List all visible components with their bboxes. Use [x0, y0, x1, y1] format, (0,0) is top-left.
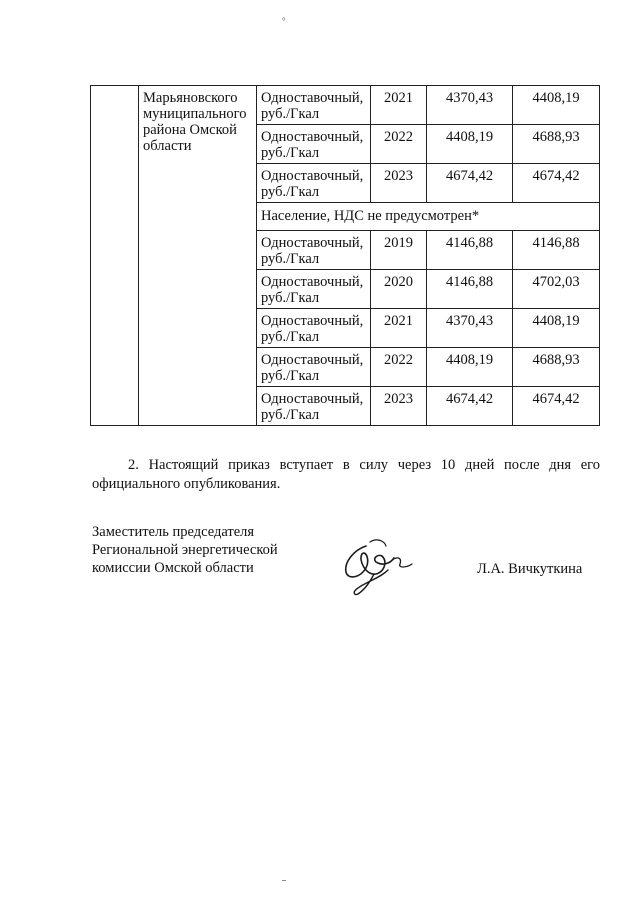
year-cell: 2021	[371, 309, 427, 348]
signatory-name: Л.А. Вичкуткина	[477, 561, 583, 577]
number-cell	[91, 86, 139, 426]
value-first-half-cell: 4674,42	[427, 164, 513, 203]
year-cell: 2023	[371, 164, 427, 203]
value-first-half-cell: 4370,43	[427, 309, 513, 348]
year-cell: 2019	[371, 231, 427, 270]
value-second-half-cell: 4688,93	[513, 348, 600, 387]
value-first-half-cell: 4408,19	[427, 348, 513, 387]
tariff-type-cell: Одноставочный, руб./Гкал	[257, 164, 371, 203]
region-cell: Марьяновского муниципального района Омской области	[139, 86, 257, 426]
value-second-half-cell: 4408,19	[513, 86, 600, 125]
handwritten-signature	[336, 528, 420, 598]
table-row	[91, 86, 600, 125]
year-cell: 2023	[371, 387, 427, 426]
scan-dot	[282, 880, 286, 881]
section-heading-cell: Население, НДС не предусмотрен*	[257, 203, 600, 231]
tariff-type-cell: Одноставочный, руб./Гкал	[257, 231, 371, 270]
tariff-table	[90, 85, 600, 426]
page-mark: °	[282, 16, 286, 26]
value-first-half-cell: 4146,88	[427, 270, 513, 309]
tariff-type-cell: Одноставочный, руб./Гкал	[257, 125, 371, 164]
value-second-half-cell: 4146,88	[513, 231, 600, 270]
year-cell: 2020	[371, 270, 427, 309]
tariff-type-cell: Одноставочный, руб./Гкал	[257, 270, 371, 309]
value-first-half-cell: 4370,43	[427, 86, 513, 125]
year-cell: 2022	[371, 125, 427, 164]
value-second-half-cell: 4408,19	[513, 309, 600, 348]
signatory-title-line: Заместитель председателя	[92, 524, 255, 540]
signatory-title-line: комиссии Омской области	[92, 560, 254, 576]
value-first-half-cell: 4408,19	[427, 125, 513, 164]
tariff-type-cell: Одноставочный, руб./Гкал	[257, 309, 371, 348]
value-second-half-cell: 4688,93	[513, 125, 600, 164]
year-cell: 2021	[371, 86, 427, 125]
value-second-half-cell: 4674,42	[513, 387, 600, 426]
year-cell: 2022	[371, 348, 427, 387]
tariff-type-cell: Одноставочный, руб./Гкал	[257, 348, 371, 387]
signatory-title	[92, 523, 332, 577]
tariff-type-cell: Одноставочный, руб./Гкал	[257, 86, 371, 125]
value-second-half-cell: 4674,42	[513, 164, 600, 203]
value-first-half-cell: 4674,42	[427, 387, 513, 426]
value-second-half-cell: 4702,03	[513, 270, 600, 309]
tariff-type-cell: Одноставочный, руб./Гкал	[257, 387, 371, 426]
effective-date-paragraph: 2. Настоящий приказ вступает в силу через 10 дней после дня его официального опубликования.	[92, 457, 600, 492]
value-first-half-cell: 4146,88	[427, 231, 513, 270]
signatory-title-line: Региональной энергетической	[92, 542, 278, 558]
